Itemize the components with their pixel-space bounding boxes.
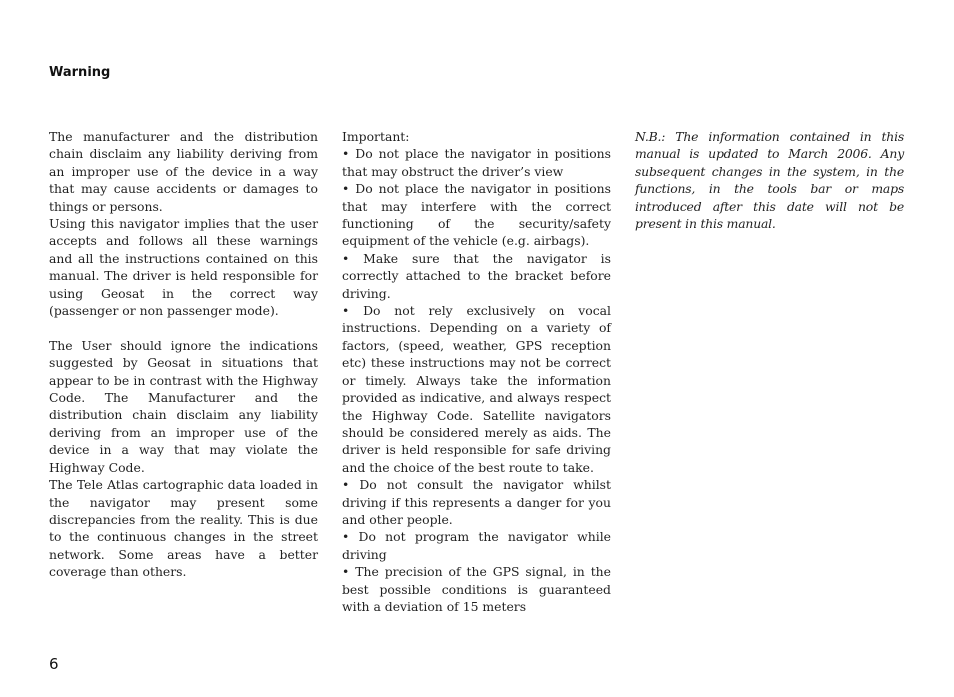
warning-item-airbags: • Do not place the navigator in positions that may interfere with the correct functioning of the security/safety equipment of the vehicle (e.g. airbags). bbox=[342, 181, 611, 249]
column-left bbox=[49, 128, 318, 581]
section-heading: Warning bbox=[49, 65, 111, 80]
warning-item-gps-precision: • The precision of the GPS signal, in the best possible conditions is guaranteed with a deviation of 15 meters bbox=[342, 564, 611, 614]
warning-item-vocal: • Do not rely exclusively on vocal instructions. Depending on a variety of factors, (speed, weather, GPS reception etc) these instructions may not be correct or timely. Always take the information provided as indicative, and always respect the Highway Code. Satellite navigators should be considered merely as aids. The driver is held responsible for safe driving and the choice of the best route to take. bbox=[342, 303, 611, 475]
paragraph-map-data: The Tele Atlas cartographic data loaded in the navigator may present some discrepancies from the reality. This is due to the continuous changes in the street network. Some areas have a better coverage than others. bbox=[49, 477, 318, 580]
column-right bbox=[635, 128, 904, 232]
nb-note: N.B.: The information contained in this manual is updated to March 2006. Any subsequent changes in the system, in the functions, in the tools bar or maps introduced after this date will not be present in this manual. bbox=[635, 129, 904, 232]
warning-item-consult: • Do not consult the navigator whilst driving if this represents a danger for you and other people. bbox=[342, 477, 611, 527]
warning-item-view: • Do not place the navigator in positions that may obstruct the driver’s view bbox=[342, 146, 611, 179]
column-middle bbox=[342, 128, 611, 615]
paragraph-highway-code: The User should ignore the indications suggested by Geosat in situations that appear to be in contrast with the Highway Code. The Manufacturer and the distribution chain disclaim any liability deriving from an improper use of the device in a way that may violate the Highway Code. bbox=[49, 337, 318, 475]
paragraph-liability: The manufacturer and the distribution chain disclaim any liability deriving from an improper use of the device in a way that may cause accidents or damages to things or persons. bbox=[49, 129, 318, 214]
page-number: 6 bbox=[49, 655, 59, 673]
warning-item-bracket: • Make sure that the navigator is correctly attached to the bracket before driving. bbox=[342, 250, 611, 301]
important-label: Important: bbox=[342, 129, 410, 144]
paragraph-usage: Using this navigator implies that the user accepts and follows all these warnings and all the instructions contained on this manual. The driver is held responsible for using Geosat in the correct way (passenger or non passenger mode). bbox=[49, 216, 318, 319]
warning-item-program: • Do not program the navigator while driving bbox=[342, 529, 611, 562]
paragraph-spacer bbox=[49, 319, 318, 336]
